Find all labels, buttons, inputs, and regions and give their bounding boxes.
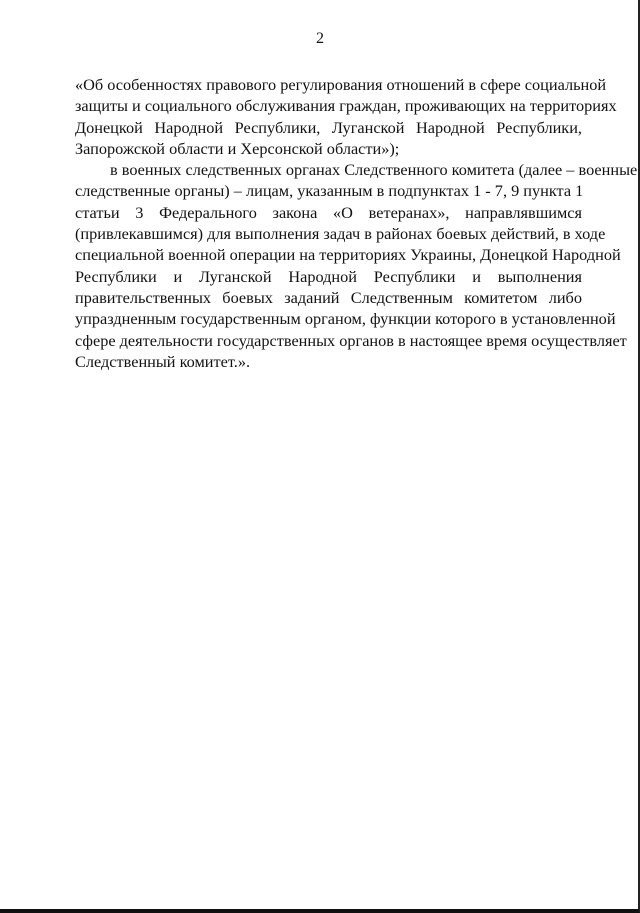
text-line: Запорожской области и Херсонской области»); xyxy=(75,138,400,158)
text-line: сфере деятельности государственных органов в настоящее время осуществляет xyxy=(75,330,627,350)
text-line: упраздненным государственным органом, функции которого в установленной xyxy=(75,309,616,329)
text-line: Следственный комитет.». xyxy=(75,351,251,371)
document-body xyxy=(75,74,638,372)
text-line: правительственных боевых заданий Следственным комитетом либо xyxy=(75,287,582,307)
page-number: 2 xyxy=(316,30,324,47)
text-line: специальной военной операции на территориях Украины, Донецкой Народной xyxy=(75,245,621,265)
text-line: защиты и социального обслуживания граждан, проживающих на территориях xyxy=(75,96,617,116)
text-line: (привлекавшимся) для выполнения задач в районах боевых действий, в ходе xyxy=(75,224,606,244)
text-line: Республики и Луганской Народной Республики и выполнения xyxy=(75,266,582,286)
text-line: статьи 3 Федерального закона «О ветеранах», направлявшимся xyxy=(75,202,582,222)
text-line: в военных следственных органах Следственного комитета (далее – военные xyxy=(110,160,638,180)
text-line: «Об особенностях правового регулирования отношений в сфере социальной xyxy=(75,75,607,94)
text-line: следственные органы) – лицам, указанным в подпунктах 1 - 7, 9 пункта 1 xyxy=(75,181,584,201)
text-line: Донецкой Народной Республики, Луганской Народной Республики, xyxy=(75,117,582,137)
